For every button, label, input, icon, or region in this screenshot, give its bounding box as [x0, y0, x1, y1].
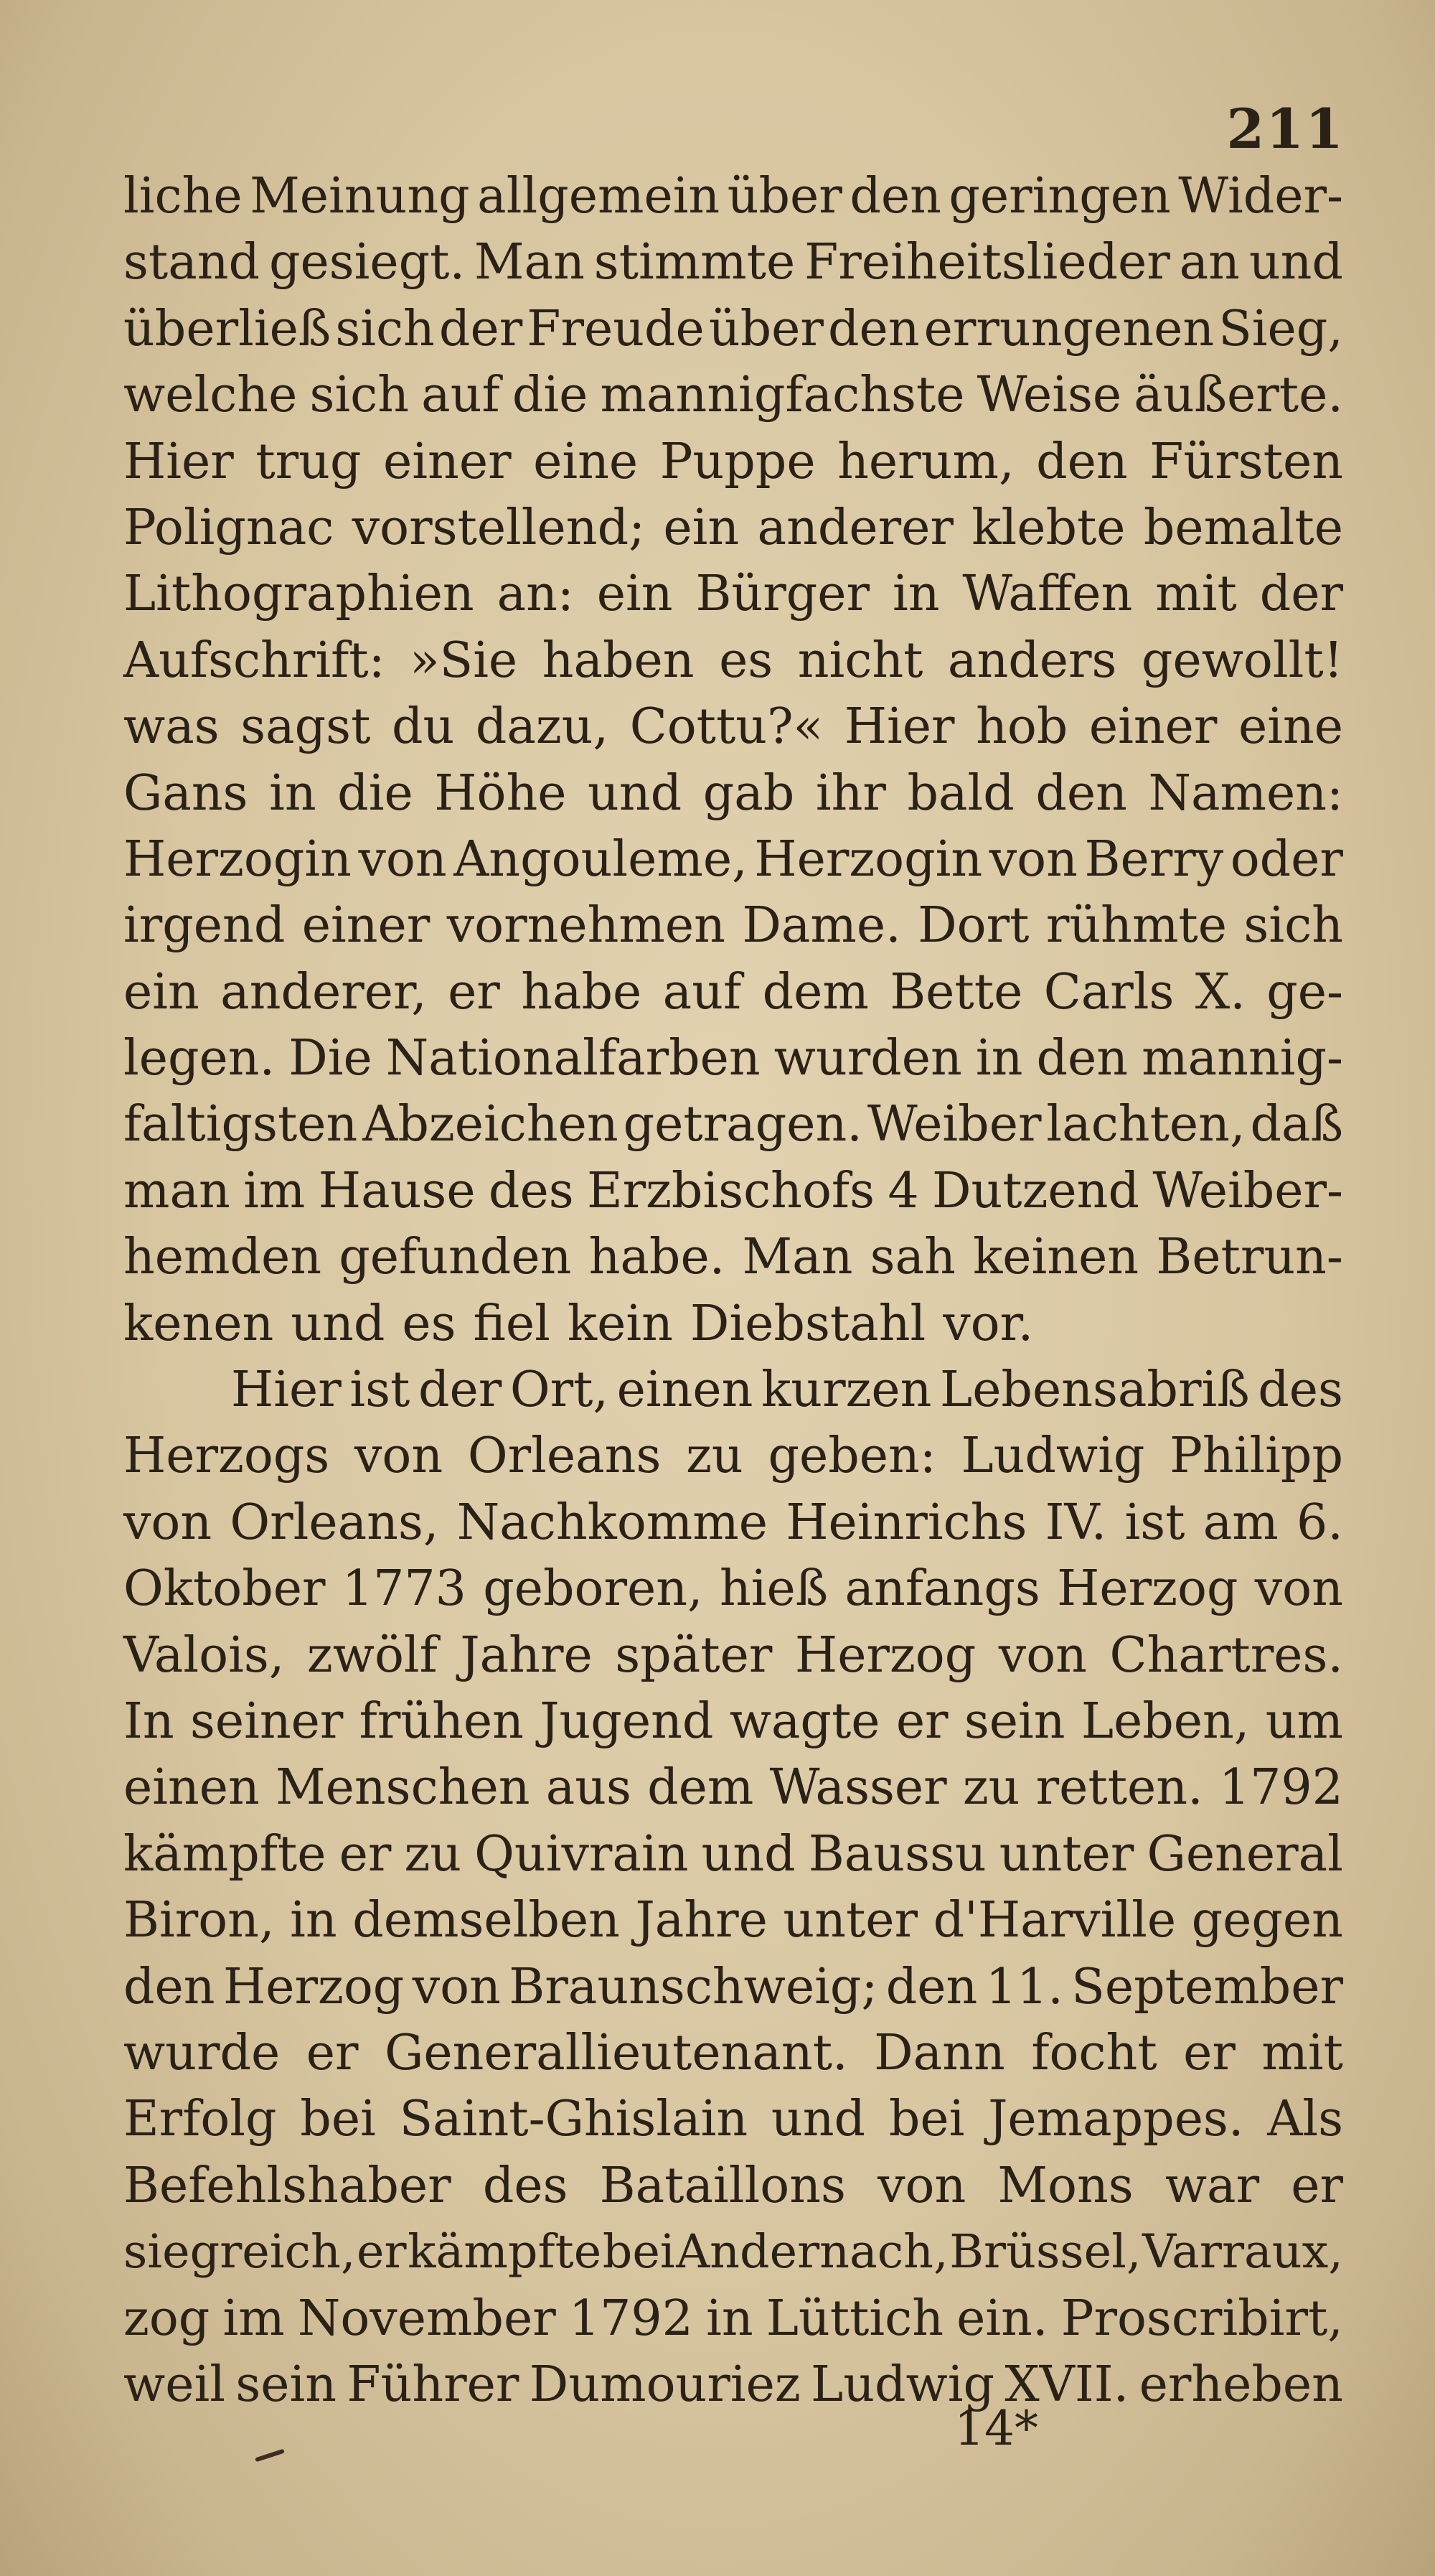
word: Dort — [918, 897, 1030, 955]
word: später — [615, 1626, 773, 1684]
word: zog — [123, 2290, 210, 2347]
word: und — [291, 1295, 385, 1352]
word: hieß — [719, 1560, 829, 1618]
word: Proscribirt, — [1060, 2290, 1343, 2347]
word: Ludwig — [811, 2356, 994, 2413]
word: in — [975, 1030, 1023, 1087]
word: unter — [783, 1892, 918, 1949]
word: von — [123, 1494, 212, 1551]
word: Baussu — [808, 1825, 987, 1883]
word: Philipp — [1170, 1428, 1343, 1485]
word: allgemein — [477, 168, 720, 225]
word: welche — [123, 367, 298, 424]
word: eine — [1238, 698, 1343, 756]
word: erheben — [1139, 2356, 1343, 2413]
word: über — [708, 300, 824, 357]
text-line — [123, 2020, 1343, 2086]
word: Herzog — [1057, 1560, 1238, 1618]
word: den — [850, 168, 941, 225]
word: war — [1165, 2157, 1260, 2214]
word: zu — [962, 1759, 1020, 1817]
word: äußerte. — [1134, 367, 1343, 424]
word: Diebstahl — [690, 1295, 926, 1352]
word: Erfolg — [123, 2091, 277, 2148]
text-line — [123, 1490, 1343, 1556]
word: sich — [1243, 897, 1343, 955]
word: dem — [647, 1759, 754, 1817]
word: der — [438, 300, 523, 357]
word: in — [269, 764, 316, 822]
word: einer — [383, 433, 512, 490]
word: geben: — [768, 1428, 936, 1485]
word: gesiegt. — [268, 234, 466, 291]
text-line — [123, 2086, 1343, 2153]
word: sein — [964, 1692, 1065, 1750]
word: von — [354, 1428, 443, 1485]
word: siegreich, — [123, 2225, 356, 2280]
word: November — [297, 2290, 556, 2347]
word: daß — [1250, 1096, 1343, 1153]
text-line — [123, 1224, 1343, 1291]
word: Freude — [527, 300, 705, 357]
word: Wider- — [1178, 168, 1343, 225]
word: Braunschweig; — [509, 1958, 878, 2015]
word: Aufschrift: — [123, 632, 385, 689]
text-line — [123, 1755, 1343, 1821]
word: Dann — [874, 2024, 1005, 2081]
word: Cottu?« — [629, 698, 824, 756]
word: Lebensabriß — [940, 1362, 1250, 1419]
word: Befehlshaber — [123, 2157, 451, 2214]
text-line — [123, 1689, 1343, 1755]
word: In — [123, 1692, 174, 1750]
word: Jugend — [540, 1692, 714, 1750]
word: Namen: — [1148, 764, 1343, 822]
word: an — [1179, 234, 1240, 291]
word: und — [771, 2091, 866, 2148]
word: anderer — [757, 499, 954, 556]
text-line — [123, 1822, 1343, 1888]
word: Chartres. — [1109, 1626, 1343, 1684]
word: und — [701, 1825, 796, 1883]
text-line — [123, 362, 1343, 428]
word: du — [391, 698, 455, 756]
text-line — [123, 827, 1343, 893]
word: 11. — [985, 1958, 1063, 2015]
word: dem — [762, 963, 869, 1021]
word: Nationalfarben — [385, 1030, 761, 1087]
word: Gans — [123, 764, 248, 822]
word: haben — [542, 632, 695, 689]
word: Herzogin — [123, 830, 352, 888]
word: den — [885, 1958, 978, 2015]
word: kein — [567, 1295, 673, 1352]
word: Lüttich — [766, 2290, 944, 2347]
word: Weise — [977, 367, 1122, 424]
word: zu — [686, 1428, 743, 1485]
word: von — [358, 830, 447, 888]
text-line — [123, 1556, 1343, 1622]
word: Herzogs — [123, 1428, 330, 1485]
word: Mons — [997, 2157, 1134, 2214]
word: legen. — [123, 1030, 276, 1087]
text-line — [123, 296, 1343, 362]
word: den — [123, 1958, 215, 2015]
word: »Sie — [410, 632, 518, 689]
word: mannigfachste — [600, 367, 965, 424]
word: mannig- — [1142, 1030, 1343, 1087]
text-line — [123, 2219, 1343, 2285]
word: Freiheitslieder — [804, 234, 1170, 291]
word: Lithographien — [123, 566, 474, 623]
text-line — [123, 1291, 1343, 1357]
word: sich — [309, 367, 410, 424]
word: stimmte — [593, 234, 796, 291]
word: Bataillons — [599, 2157, 846, 2214]
word: Heinrichs — [786, 1494, 1027, 1551]
word: Valois, — [123, 1626, 285, 1684]
word: Man — [474, 234, 585, 291]
word: Polignac — [123, 499, 334, 556]
text-line — [123, 960, 1343, 1026]
word: Menschen — [276, 1759, 530, 1817]
word: einen — [616, 1362, 753, 1419]
word: Sieg, — [1218, 300, 1343, 357]
word: den — [828, 300, 920, 357]
word: die — [337, 764, 413, 822]
word: ist — [349, 1362, 410, 1419]
text-line — [123, 893, 1343, 959]
text-line — [123, 628, 1343, 694]
word: bei — [602, 2225, 675, 2280]
word: Man — [742, 1229, 853, 1286]
word: seiner — [189, 1692, 344, 1750]
word: kurzen — [761, 1362, 932, 1419]
word: Führer — [347, 2356, 519, 2413]
word: gab — [702, 764, 795, 822]
word: Jemappes. — [988, 2091, 1244, 2148]
word: Quivrain — [474, 1825, 689, 1883]
word: er — [357, 2225, 407, 2280]
word: Orleans — [467, 1428, 662, 1485]
word: um — [1265, 1692, 1343, 1750]
word: dazu, — [475, 698, 609, 756]
word: einer — [1088, 698, 1218, 756]
word: die — [512, 367, 588, 424]
word: bei — [300, 2091, 376, 2148]
word: gefunden — [339, 1229, 572, 1286]
word: in — [290, 1892, 337, 1949]
word: faltigsten — [123, 1096, 358, 1153]
word: weil — [123, 2356, 225, 2413]
word: wagte — [729, 1692, 880, 1750]
word: 4 — [888, 1162, 919, 1219]
text-line — [123, 2153, 1343, 2219]
word: Brüssel, — [949, 2225, 1142, 2280]
word: Oktober — [123, 1560, 326, 1618]
word: stand — [123, 234, 260, 291]
word: kämpfte — [123, 1825, 326, 1883]
word: es — [402, 1295, 456, 1352]
word: Die — [288, 1030, 372, 1087]
word: sagst — [240, 698, 371, 756]
word: überließ — [123, 300, 331, 357]
word: gegen — [1191, 1892, 1343, 1949]
text-line — [123, 1623, 1343, 1689]
word: Fürsten — [1149, 433, 1343, 490]
word: ein — [596, 566, 673, 623]
word: Angouleme, — [453, 830, 748, 888]
word: er — [1291, 2157, 1343, 2214]
word: an: — [497, 566, 574, 623]
word: XVII. — [1004, 2356, 1129, 2413]
word: mit — [1261, 2024, 1343, 2081]
word: habe. — [588, 1229, 725, 1286]
text-line — [123, 2352, 1343, 2418]
word: zwölf — [306, 1626, 438, 1684]
word: im — [243, 1162, 306, 1219]
word: gewollt! — [1141, 632, 1343, 689]
word: Abzeichen — [362, 1096, 618, 1153]
word: der — [418, 1362, 502, 1419]
word: 6. — [1297, 1494, 1343, 1551]
word: der — [1259, 566, 1343, 623]
word: auf — [421, 367, 500, 424]
word: einen — [123, 1759, 260, 1817]
word: ein. — [956, 2290, 1048, 2347]
word: focht — [1031, 2024, 1157, 2081]
word: Carls — [1043, 963, 1175, 1021]
text-line — [123, 495, 1343, 561]
word: Ludwig — [961, 1428, 1145, 1485]
text-line — [123, 1092, 1343, 1158]
word: ihr — [815, 764, 886, 822]
word: anfangs — [844, 1560, 1040, 1618]
word: sah — [870, 1229, 956, 1286]
word: herum, — [837, 433, 1015, 490]
word: er — [895, 1692, 949, 1750]
word: September — [1071, 1958, 1343, 2015]
word: anders — [947, 632, 1117, 689]
word: Hier — [231, 1362, 342, 1419]
word: in — [706, 2290, 753, 2347]
text-line — [123, 1158, 1343, 1224]
text-line — [123, 230, 1343, 296]
word: nicht — [797, 632, 923, 689]
word: Meinung — [250, 168, 470, 225]
word: Jahre — [460, 1626, 593, 1684]
word: fiel — [473, 1295, 550, 1352]
word: trug — [255, 433, 362, 490]
word: Biron, — [123, 1892, 275, 1949]
word: Herzogin — [754, 830, 983, 888]
word: er — [1183, 2024, 1236, 2081]
word: klebte — [971, 499, 1126, 556]
word: 1773 — [342, 1560, 466, 1618]
word: lachten, — [1046, 1096, 1246, 1153]
word: hemden — [123, 1229, 322, 1286]
word: frühen — [359, 1692, 524, 1750]
word: und — [1248, 234, 1343, 291]
word: ein — [663, 499, 740, 556]
word: 1792 — [568, 2290, 693, 2347]
word: bald — [907, 764, 1015, 822]
word: auf — [662, 963, 742, 1021]
word: oder — [1230, 830, 1343, 888]
word: Herzog — [222, 1958, 405, 2015]
word: am — [1203, 1494, 1279, 1551]
word: Leben, — [1081, 1692, 1250, 1750]
text-line — [123, 2286, 1343, 2352]
word: sein — [235, 2356, 337, 2413]
word: Varraux, — [1142, 2225, 1343, 2280]
word: unter — [999, 1825, 1134, 1883]
text-line — [123, 561, 1343, 627]
word: d'Harville — [933, 1892, 1177, 1949]
word: habe — [521, 963, 642, 1021]
word: Hause — [318, 1162, 476, 1219]
word: Bürger — [695, 566, 870, 623]
word: geringen — [949, 168, 1171, 225]
word: Erzbischofs — [586, 1162, 875, 1219]
word: vornehmen — [446, 897, 725, 955]
page-number: 211 — [1226, 97, 1345, 161]
word: vorstellend; — [352, 499, 646, 556]
word: Dumouriez — [529, 2356, 801, 2413]
word: Weiber — [867, 1096, 1042, 1153]
word: des — [482, 2157, 568, 2214]
word: vor. — [943, 1295, 1034, 1352]
word: Saint-Ghislain — [399, 2091, 748, 2148]
word: General — [1147, 1825, 1343, 1883]
text-line — [123, 694, 1343, 760]
word: es — [719, 632, 773, 689]
word: und — [588, 764, 682, 822]
word: Bette — [890, 963, 1023, 1021]
word: 1792 — [1218, 1759, 1343, 1817]
text-line — [123, 1357, 1343, 1423]
word: retten. — [1035, 1759, 1203, 1817]
word: den — [1036, 433, 1128, 490]
word: in — [892, 566, 940, 623]
word: er — [306, 2024, 359, 2081]
word: im — [222, 2290, 285, 2347]
word: was — [123, 698, 220, 756]
text-line — [123, 1888, 1343, 1954]
word: Wasser — [769, 1759, 947, 1817]
word: von — [1254, 1560, 1343, 1618]
text-line — [123, 1026, 1343, 1092]
word: Orleans, — [230, 1494, 439, 1551]
ink-mark — [255, 2449, 285, 2463]
word: wurden — [773, 1030, 962, 1087]
word: rühmte — [1045, 897, 1228, 955]
word: sich — [335, 300, 435, 357]
word: IV. — [1045, 1494, 1107, 1551]
word: von — [878, 2157, 966, 2214]
word: bemalte — [1143, 499, 1343, 556]
word: Berry — [1084, 830, 1224, 888]
word: von — [412, 1958, 501, 2015]
text-line — [123, 429, 1343, 495]
printer-signature: 14* — [954, 2401, 1038, 2456]
word: Betrun- — [1156, 1229, 1343, 1286]
text-line — [123, 164, 1343, 230]
word: er — [339, 1825, 392, 1883]
word: Dutzend — [931, 1162, 1140, 1219]
word: des — [1258, 1362, 1343, 1419]
word: über — [727, 168, 842, 225]
word: Andernach, — [676, 2225, 949, 2280]
word: einer — [301, 897, 430, 955]
word: irgend — [123, 897, 286, 955]
word: Dame. — [742, 897, 901, 955]
word: X. — [1195, 963, 1246, 1021]
word: aus — [545, 1759, 631, 1817]
word: Höhe — [434, 764, 567, 822]
word: des — [488, 1162, 574, 1219]
word: den — [1035, 764, 1127, 822]
word: ist — [1124, 1494, 1185, 1551]
word: wurde — [123, 2024, 281, 2081]
text-line — [123, 1423, 1343, 1489]
word: von — [989, 830, 1078, 888]
word: eine — [533, 433, 639, 490]
word: ein — [123, 963, 199, 1021]
word: bei — [888, 2091, 965, 2148]
word: kämpfte — [408, 2225, 602, 2280]
word: den — [1036, 1030, 1129, 1087]
word: Generallieutenant. — [385, 2024, 848, 2081]
word: kenen — [123, 1295, 274, 1352]
word: anderer, — [220, 963, 427, 1021]
word: von — [998, 1626, 1087, 1684]
word: Hier — [123, 433, 234, 490]
text-line — [123, 1954, 1343, 2020]
word: er — [448, 963, 500, 1021]
word: hob — [976, 698, 1068, 756]
word: ge- — [1266, 963, 1343, 1021]
word: man — [123, 1162, 230, 1219]
word: mit — [1155, 566, 1237, 623]
word: Jahre — [635, 1892, 768, 1949]
word: errungenen — [923, 300, 1215, 357]
word: Ort, — [509, 1362, 609, 1419]
word: Herzog — [794, 1626, 977, 1684]
word: Puppe — [659, 433, 816, 490]
word: demselben — [352, 1892, 620, 1949]
word: zu — [404, 1825, 462, 1883]
word: keinen — [973, 1229, 1139, 1286]
word: Als — [1267, 2091, 1343, 2148]
word: getragen. — [623, 1096, 862, 1153]
word: Hier — [844, 698, 955, 756]
word: Waffen — [962, 566, 1133, 623]
word: liche — [123, 168, 243, 225]
body-text — [123, 164, 1343, 2418]
word: Weiber- — [1152, 1162, 1343, 1219]
word: Nachkomme — [456, 1494, 768, 1551]
text-line — [123, 761, 1343, 827]
word: geboren, — [483, 1560, 703, 1618]
